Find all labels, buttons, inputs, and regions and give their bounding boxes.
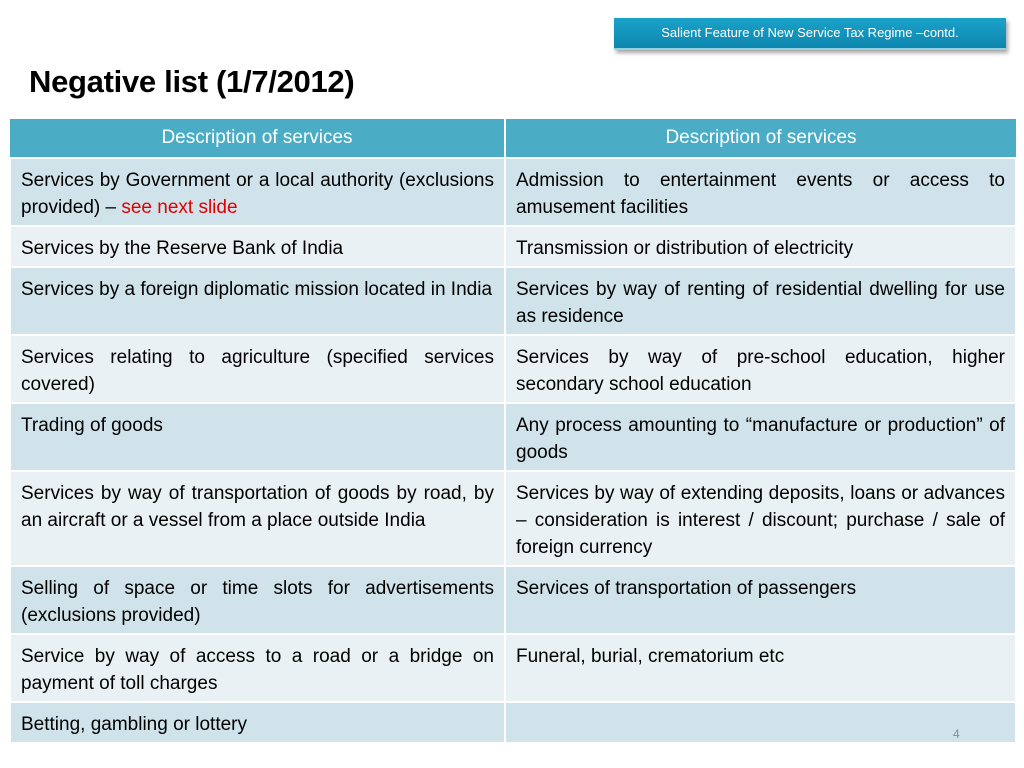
table-cell-right: Admission to entertainment events or access to amusement facilities bbox=[505, 158, 1016, 226]
table-cell-right: Any process amounting to “manufacture or production” of goods bbox=[505, 403, 1016, 471]
table-cell-left: Trading of goods bbox=[10, 403, 505, 471]
table-row bbox=[10, 158, 1016, 226]
table-cell-right bbox=[505, 702, 1016, 743]
table-row bbox=[10, 226, 1016, 267]
cell-text: Services by Government or a local authority (exclusions provided) – bbox=[21, 170, 494, 218]
table-cell-right: Services by way of extending deposits, loans or advances – consideration is interest / discount; purchase / sale of foreign currency bbox=[505, 471, 1016, 566]
table-row bbox=[10, 335, 1016, 403]
page-title: Negative list (1/7/2012) bbox=[29, 64, 355, 99]
column-header-left: Description of services bbox=[10, 119, 505, 158]
table-header-row bbox=[10, 119, 1016, 158]
table-row bbox=[10, 702, 1016, 743]
negative-list-table bbox=[9, 119, 1017, 744]
table-row bbox=[10, 634, 1016, 702]
table-cell-right: Services of transportation of passengers bbox=[505, 566, 1016, 634]
table-cell-left: Services by the Reserve Bank of India bbox=[10, 226, 505, 267]
table-cell-left: Services by way of transportation of goods by road, by an aircraft or a vessel from a place outside India bbox=[10, 471, 505, 566]
table-cell-left: Services relating to agriculture (specified services covered) bbox=[10, 335, 505, 403]
table-row bbox=[10, 471, 1016, 566]
table-row bbox=[10, 566, 1016, 634]
column-header-right: Description of services bbox=[505, 119, 1016, 158]
table-cell-right: Services by way of renting of residential dwelling for use as residence bbox=[505, 267, 1016, 335]
table-row bbox=[10, 403, 1016, 471]
table-cell-right: Funeral, burial, crematorium etc bbox=[505, 634, 1016, 702]
section-banner: Salient Feature of New Service Tax Regime –contd. bbox=[614, 18, 1006, 50]
table-cell-right: Transmission or distribution of electricity bbox=[505, 226, 1016, 267]
see-next-slide-note: see next slide bbox=[121, 197, 238, 218]
table-row bbox=[10, 267, 1016, 335]
table-cell-left: Services by a foreign diplomatic mission located in India bbox=[10, 267, 505, 335]
table-cell-right: Services by way of pre-school education, higher secondary school education bbox=[505, 335, 1016, 403]
table-cell-left: Selling of space or time slots for advertisements (exclusions provided) bbox=[10, 566, 505, 634]
table-cell-left: Service by way of access to a road or a bridge on payment of toll charges bbox=[10, 634, 505, 702]
table-cell-left bbox=[10, 158, 505, 226]
table-cell-left: Betting, gambling or lottery bbox=[10, 702, 505, 743]
slide-number: 4 bbox=[953, 727, 960, 741]
